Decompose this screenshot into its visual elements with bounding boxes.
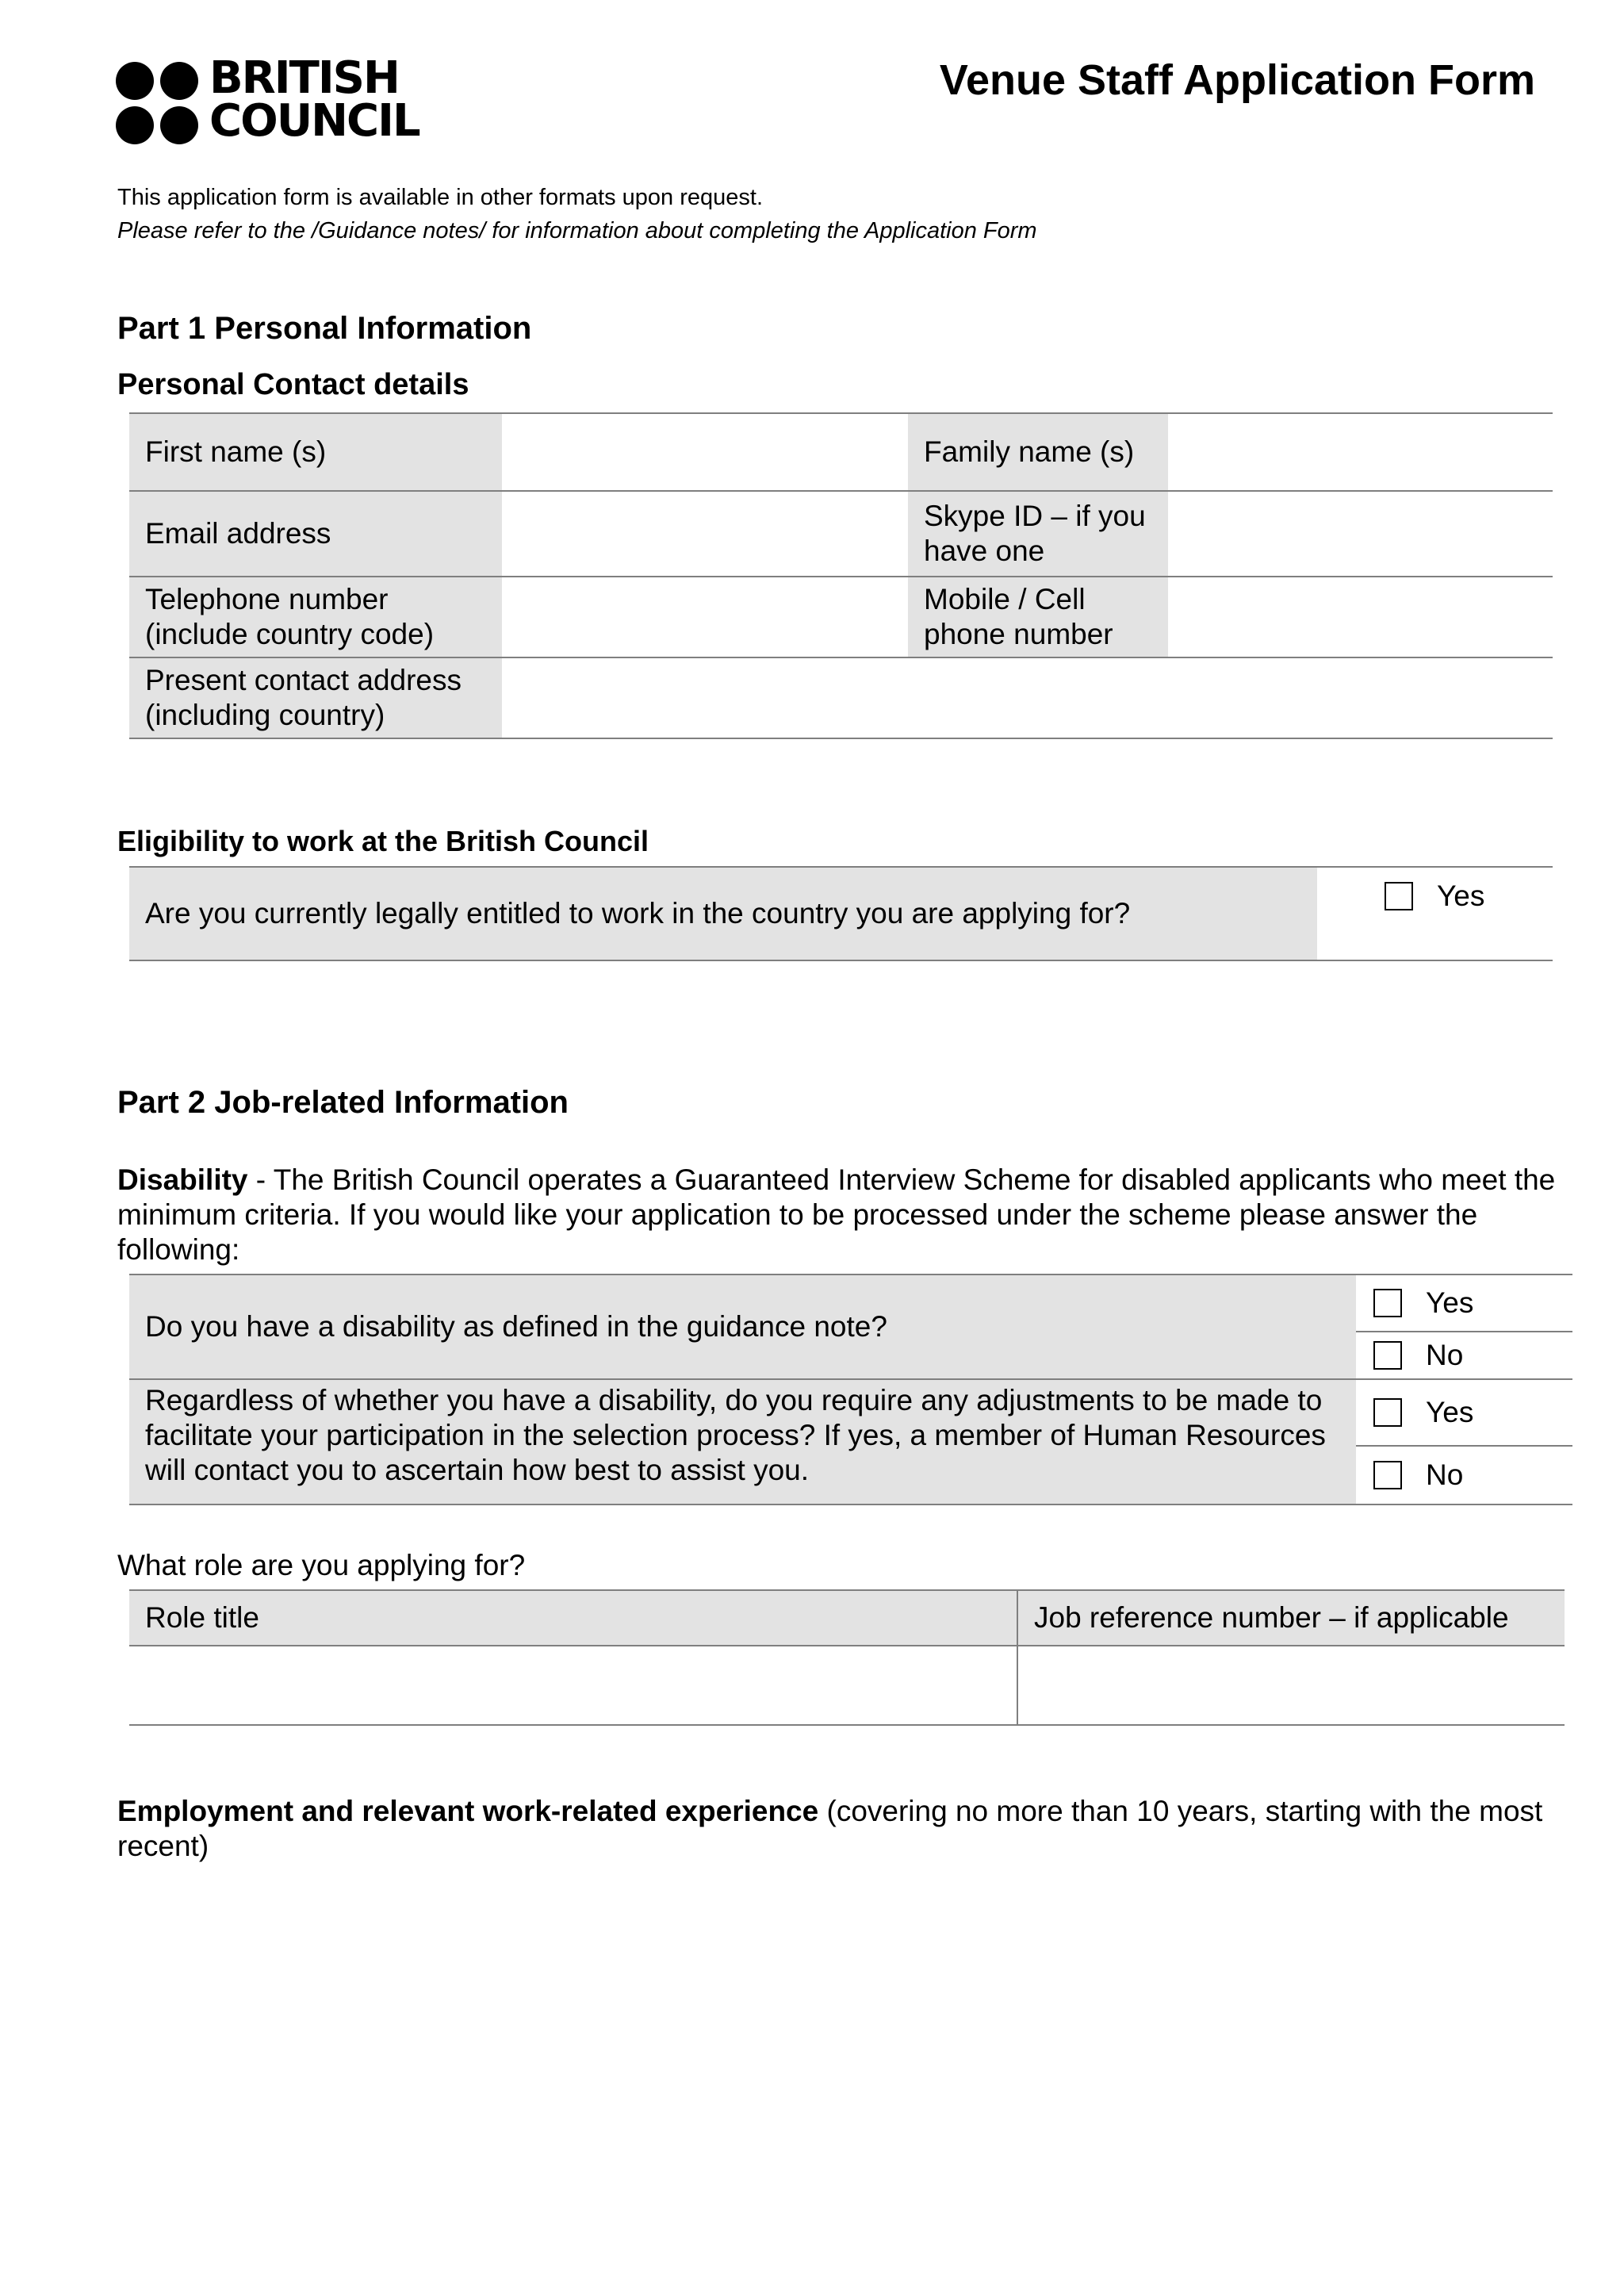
email-label: Email address [129,491,502,577]
telephone-label: Telephone number (include country code) [129,577,502,657]
table-row [129,1646,1565,1725]
q1-no-label: No [1426,1339,1464,1371]
part1-heading: Part 1 Personal Information [117,311,532,346]
job-reference-field[interactable] [1017,1646,1565,1725]
page-title: Venue Staff Application Form [939,56,1535,104]
first-name-label: First name (s) [129,413,502,491]
q2-yes-label: Yes [1426,1396,1474,1428]
q2-yes-checkbox[interactable] [1373,1398,1402,1427]
table-row [129,867,1553,960]
part2-heading: Part 2 Job-related Information [117,1085,569,1120]
disability-paragraph [117,1163,1561,1267]
disability-question: Do you have a disability as defined in the guidance note? [129,1274,1356,1379]
logo-dots-icon [116,62,200,144]
skype-label: Skype ID – if you have one [908,491,1168,577]
role-title-header: Role title [129,1590,1017,1646]
q1-no-checkbox[interactable] [1373,1341,1402,1370]
email-field[interactable] [502,491,908,577]
table-row [129,577,1553,657]
disability-text: - The British Council operates a Guaranteed Interview Scheme for disabled applicants who meet the minimum criteria. If you would like your application to be processed under the scheme please answer the following: [117,1163,1556,1266]
table-row [129,1379,1572,1446]
mobile-field[interactable] [1168,577,1553,657]
q1-yes-label: Yes [1426,1286,1474,1319]
q2-no-checkbox[interactable] [1373,1461,1402,1489]
telephone-field[interactable] [502,577,908,657]
table-row [129,491,1553,577]
intro-guidance-note: Please refer to the /Guidance notes/ for information about completing the Application Form [117,218,1037,243]
address-field[interactable] [502,657,1553,738]
eligibility-question: Are you currently legally entitled to work in the country you are applying for? [129,867,1317,960]
family-name-label: Family name (s) [908,413,1168,491]
table-row [129,1590,1565,1646]
job-reference-header: Job reference number – if applicable [1017,1590,1565,1646]
mobile-label: Mobile / Cell phone number [908,577,1168,657]
british-council-logo [116,52,419,148]
employment-heading [117,1794,1561,1864]
q2-yes-cell [1356,1379,1572,1446]
table-row [129,1274,1572,1332]
first-name-field[interactable] [502,413,908,491]
skype-field[interactable] [1168,491,1553,577]
eligibility-answer [1317,867,1553,960]
q1-no-cell [1356,1332,1572,1379]
disability-bold: Disability [117,1163,248,1196]
role-table [129,1589,1565,1726]
family-name-field[interactable] [1168,413,1553,491]
employment-bold: Employment and relevant work-related experience [117,1795,819,1827]
eligibility-table [129,866,1553,961]
eligibility-yes-checkbox[interactable] [1385,882,1413,910]
contact-details-heading: Personal Contact details [117,368,469,401]
role-title-field[interactable] [129,1646,1017,1725]
table-row [129,413,1553,491]
q1-yes-cell [1356,1274,1572,1332]
q2-no-cell [1356,1446,1572,1504]
contact-details-table [129,412,1553,739]
intro-formats-note: This application form is available in other formats upon request. [117,185,764,210]
logo-text: BRITISH COUNCIL [209,52,419,147]
q2-no-label: No [1426,1458,1464,1491]
employment-text: (covering no more than 10 years, starting with the most recent) [117,1795,1543,1862]
role-prompt: What role are you applying for? [117,1549,526,1581]
table-row [129,657,1553,738]
eligibility-yes-label: Yes [1437,880,1485,912]
q1-yes-checkbox[interactable] [1373,1289,1402,1317]
adjustments-question: Regardless of whether you have a disability, do you require any adjustments to be made to facilitate your participation in the selection process? If yes, a member of Human Resources will contact you to ascertain how best to assist you. [129,1379,1356,1504]
address-label: Present contact address (including country) [129,657,502,738]
intro-text [117,181,1037,247]
eligibility-heading: Eligibility to work at the British Council [117,825,649,857]
disability-table [129,1274,1572,1505]
